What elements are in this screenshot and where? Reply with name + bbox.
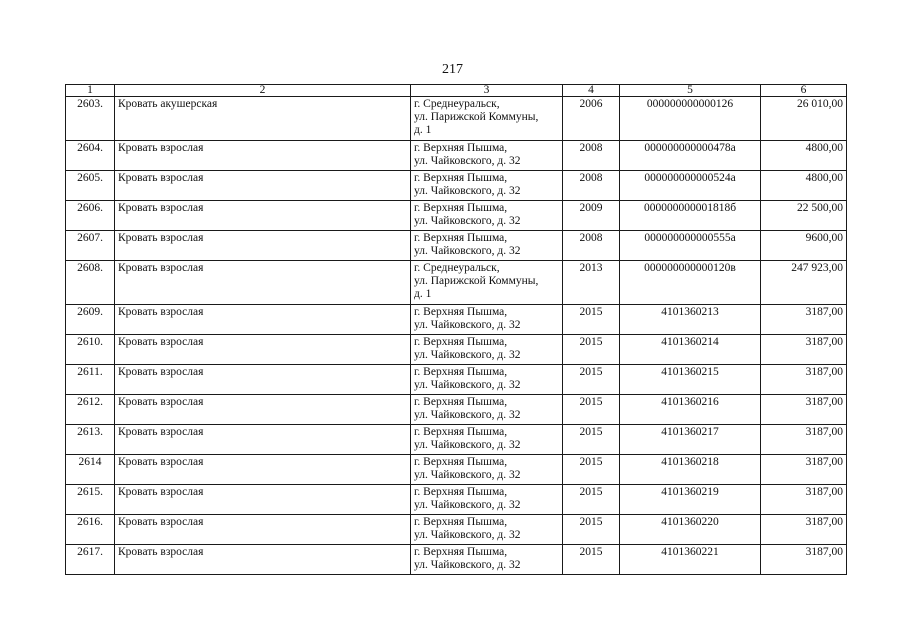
item-name-cell: Кровать взрослая [115,171,411,201]
table-row [66,485,847,515]
address-line: ул. Чайковского, д. 32 [414,439,521,451]
year-cell: 2015 [563,455,620,485]
address-line: г. Верхняя Пышма, [414,396,508,408]
row-number-cell: 2604. [66,141,115,171]
address-cell [411,455,563,485]
table-row [66,365,847,395]
address-line: г. Верхняя Пышма, [414,426,508,438]
address-line: г. Верхняя Пышма, [414,306,508,318]
item-name-cell: Кровать взрослая [115,425,411,455]
inventory-number-cell: 000000000000524а [620,171,761,201]
year-cell: 2015 [563,335,620,365]
row-number-cell: 2606. [66,201,115,231]
address-line: ул. Чайковского, д. 32 [414,499,521,511]
address-cell [411,485,563,515]
inventory-number-cell: 000000000001818б [620,201,761,231]
address-cell [411,395,563,425]
table-row [66,231,847,261]
year-cell: 2015 [563,515,620,545]
address-cell [411,545,563,575]
address-line: ул. Чайковского, д. 32 [414,469,521,481]
table-row [66,425,847,455]
address-line: г. Среднеуральск, [414,98,500,110]
row-number-cell: 2610. [66,335,115,365]
page-number: 217 [442,62,463,77]
address-cell [411,425,563,455]
year-cell: 2015 [563,485,620,515]
address-line: ул. Чайковского, д. 32 [414,155,521,167]
address-line: г. Верхняя Пышма, [414,172,508,184]
address-line: г. Верхняя Пышма, [414,142,508,154]
cost-cell: 3187,00 [761,365,847,395]
address-line: ул. Чайковского, д. 32 [414,409,521,421]
address-line: ул. Чайковского, д. 32 [414,319,521,331]
cost-cell: 3187,00 [761,515,847,545]
table-row [66,261,847,305]
address-cell [411,305,563,335]
inventory-number-cell: 000000000000478а [620,141,761,171]
column-header: 2 [115,85,411,97]
address-cell [411,97,563,141]
cost-cell: 26 010,00 [761,97,847,141]
address-cell [411,365,563,395]
cost-cell: 3187,00 [761,545,847,575]
row-number-cell: 2608. [66,261,115,305]
item-name-cell: Кровать взрослая [115,485,411,515]
table-row [66,455,847,485]
address-cell [411,335,563,365]
item-name-cell: Кровать акушерская [115,97,411,141]
inventory-number-cell: 000000000000120в [620,261,761,305]
column-number-header-row [66,85,847,97]
inventory-number-cell: 4101360219 [620,485,761,515]
row-number-cell: 2609. [66,305,115,335]
table-row [66,335,847,365]
cost-cell: 3187,00 [761,335,847,365]
inventory-number-cell: 4101360215 [620,365,761,395]
address-line: г. Верхняя Пышма, [414,486,508,498]
cost-cell: 4800,00 [761,171,847,201]
address-cell [411,515,563,545]
address-line: г. Среднеуральск, [414,262,500,274]
inventory-number-cell: 4101360217 [620,425,761,455]
inventory-number-cell: 4101360214 [620,335,761,365]
inventory-number-cell: 4101360221 [620,545,761,575]
address-line: г. Верхняя Пышма, [414,516,508,528]
table-row [66,515,847,545]
row-number-cell: 2617. [66,545,115,575]
address-line: ул. Парижской Коммуны, [414,275,539,287]
year-cell: 2008 [563,171,620,201]
cost-cell: 3187,00 [761,395,847,425]
inventory-number-cell: 4101360218 [620,455,761,485]
cost-cell: 3187,00 [761,485,847,515]
table-row [66,545,847,575]
table-row [66,97,847,141]
row-number-cell: 2607. [66,231,115,261]
year-cell: 2015 [563,365,620,395]
address-cell [411,171,563,201]
table-row [66,141,847,171]
address-cell [411,201,563,231]
row-number-cell: 2603. [66,97,115,141]
address-line: г. Верхняя Пышма, [414,546,508,558]
table-row [66,201,847,231]
cost-cell: 3187,00 [761,425,847,455]
inventory-number-cell: 000000000000126 [620,97,761,141]
year-cell: 2015 [563,305,620,335]
year-cell: 2015 [563,395,620,425]
item-name-cell: Кровать взрослая [115,141,411,171]
row-number-cell: 2612. [66,395,115,425]
row-number-cell: 2615. [66,485,115,515]
column-header: 3 [411,85,563,97]
item-name-cell: Кровать взрослая [115,201,411,231]
column-header: 5 [620,85,761,97]
address-line: г. Верхняя Пышма, [414,456,508,468]
address-cell [411,141,563,171]
cost-cell: 9600,00 [761,231,847,261]
row-number-cell: 2611. [66,365,115,395]
inventory-number-cell: 4101360216 [620,395,761,425]
address-cell [411,261,563,305]
year-cell: 2006 [563,97,620,141]
row-number-cell: 2605. [66,171,115,201]
year-cell: 2008 [563,231,620,261]
row-number-cell: 2616. [66,515,115,545]
inventory-number-cell: 4101360220 [620,515,761,545]
address-line: ул. Чайковского, д. 32 [414,559,521,571]
address-line: г. Верхняя Пышма, [414,336,508,348]
item-name-cell: Кровать взрослая [115,261,411,305]
year-cell: 2013 [563,261,620,305]
item-name-cell: Кровать взрослая [115,545,411,575]
item-name-cell: Кровать взрослая [115,455,411,485]
address-line: ул. Чайковского, д. 32 [414,379,521,391]
address-line: ул. Чайковского, д. 32 [414,245,521,257]
address-line: ул. Чайковского, д. 32 [414,349,521,361]
item-name-cell: Кровать взрослая [115,515,411,545]
cost-cell: 3187,00 [761,305,847,335]
inventory-number-cell: 000000000000555а [620,231,761,261]
row-number-cell: 2614 [66,455,115,485]
cost-cell: 22 500,00 [761,201,847,231]
cost-cell: 247 923,00 [761,261,847,305]
address-line: ул. Чайковского, д. 32 [414,185,521,197]
year-cell: 2015 [563,545,620,575]
address-line: ул. Чайковского, д. 32 [414,529,521,541]
column-header: 6 [761,85,847,97]
table-row [66,395,847,425]
address-line: г. Верхняя Пышма, [414,232,508,244]
address-cell [411,231,563,261]
table-row [66,171,847,201]
item-name-cell: Кровать взрослая [115,231,411,261]
year-cell: 2015 [563,425,620,455]
column-header: 4 [563,85,620,97]
item-name-cell: Кровать взрослая [115,305,411,335]
item-name-cell: Кровать взрослая [115,395,411,425]
address-line: г. Верхняя Пышма, [414,202,508,214]
table-row [66,305,847,335]
address-line: ул. Чайковского, д. 32 [414,215,521,227]
year-cell: 2009 [563,201,620,231]
inventory-number-cell: 4101360213 [620,305,761,335]
cost-cell: 4800,00 [761,141,847,171]
address-line: ул. Парижской Коммуны, [414,111,539,123]
address-line: д. 1 [414,288,432,300]
cost-cell: 3187,00 [761,455,847,485]
item-name-cell: Кровать взрослая [115,335,411,365]
row-number-cell: 2613. [66,425,115,455]
column-header: 1 [66,85,115,97]
year-cell: 2008 [563,141,620,171]
address-line: д. 1 [414,124,432,136]
item-name-cell: Кровать взрослая [115,365,411,395]
address-line: г. Верхняя Пышма, [414,366,508,378]
property-registry-table [65,84,847,575]
